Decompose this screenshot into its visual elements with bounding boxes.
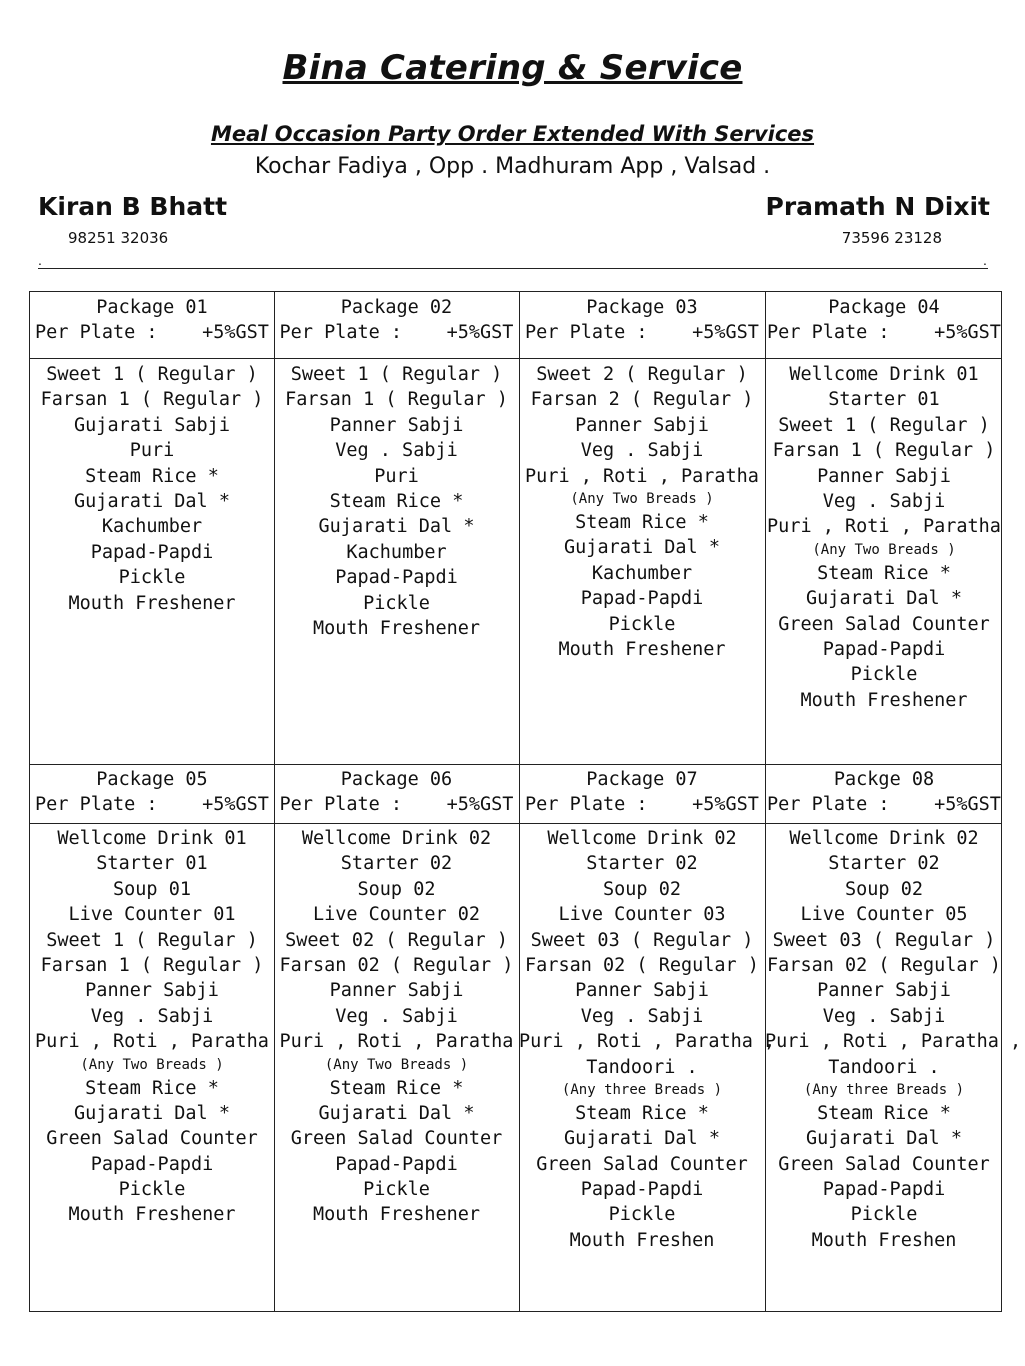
menu-item: Mouth Freshener xyxy=(68,1204,236,1226)
menu-item: Soup 01 xyxy=(113,878,191,900)
grid-row-divider xyxy=(30,764,1001,765)
package-name: Package 05 xyxy=(96,769,208,790)
menu-item: Steam Rice * xyxy=(85,1077,219,1099)
menu-item: Sweet 2 ( Regular ) xyxy=(536,364,748,385)
menu-item: Wellcome Drink 01 xyxy=(789,364,979,385)
menu-item-note: (Any Two Breads ) xyxy=(80,1056,224,1073)
menu-item: Papad-Papdi xyxy=(90,541,214,563)
menu-item: Soup 02 xyxy=(357,878,436,900)
menu-item: Green Salad Counter xyxy=(290,1128,503,1150)
menu-item: Papad-Papdi xyxy=(822,638,946,660)
menu-item: Veg . Sabji xyxy=(335,1005,458,1027)
package-menu-list xyxy=(765,362,1003,713)
menu-item: Farsan 1 ( Regular ) xyxy=(40,389,264,411)
package-header xyxy=(30,295,274,345)
package-name: Packge 08 xyxy=(833,769,935,790)
menu-item: Veg . Sabji xyxy=(580,1005,704,1027)
menu-item: Papad-Papdi xyxy=(90,1153,214,1175)
menu-item: Puri xyxy=(374,465,419,487)
menu-item: Live Counter 02 xyxy=(312,904,481,926)
menu-item: Kachumber xyxy=(591,562,693,584)
divider-rule xyxy=(38,268,988,269)
menu-item: Starter 02 xyxy=(340,853,453,875)
menu-item: Gujarati Dal * xyxy=(318,516,475,538)
package-price-line: Per Plate : +5%GST xyxy=(767,794,1001,815)
menu-item: Puri , Roti , Paratha , xyxy=(519,1031,776,1053)
menu-item: Farsan 2 ( Regular ) xyxy=(530,389,754,411)
menu-item: Papad-Papdi xyxy=(335,1153,458,1175)
menu-item: Mouth Freshener xyxy=(68,592,236,614)
page-subtitle: Meal Occasion Party Order Extended With Services xyxy=(210,122,815,146)
package-menu-list xyxy=(274,362,519,641)
package-name: Package 07 xyxy=(586,769,698,790)
menu-item: Mouth Freshen xyxy=(569,1229,715,1251)
menu-item: Tandoori . xyxy=(586,1056,698,1078)
contact-left-name: Kiran B Bhatt xyxy=(38,192,228,221)
menu-item: Sweet 1 ( Regular ) xyxy=(46,929,258,951)
contact-right-name: Pramath N Dixit xyxy=(765,192,990,221)
menu-item: Sweet 1 ( Regular ) xyxy=(46,364,258,385)
menu-item: Green Salad Counter xyxy=(778,1153,990,1175)
menu-item: Kachumber xyxy=(346,541,447,563)
package-grid xyxy=(29,291,1022,1312)
menu-item: Papad-Papdi xyxy=(580,1179,704,1201)
menu-item: Farsan 1 ( Regular ) xyxy=(285,389,508,411)
grid-row-divider xyxy=(30,823,1001,824)
menu-item: Wellcome Drink 02 xyxy=(301,828,492,849)
menu-item: Mouth Freshener xyxy=(558,638,726,660)
divider-dot-left: . xyxy=(38,252,42,268)
package-price-line: Per Plate : +5%GST xyxy=(279,322,514,343)
package-name: Package 03 xyxy=(586,297,698,318)
menu-item: Papad-Papdi xyxy=(580,588,704,610)
package-header xyxy=(30,767,274,817)
menu-item: Gujarati Dal * xyxy=(564,1128,720,1150)
package-name: Package 06 xyxy=(340,769,453,790)
menu-item-note: (Any Two Breads ) xyxy=(812,541,956,558)
menu-item: Panner Sabji xyxy=(575,414,709,436)
menu-item: Pickle xyxy=(608,1204,676,1226)
menu-item: Pickle xyxy=(850,664,918,686)
menu-item: Steam Rice * xyxy=(329,1077,464,1099)
menu-item: Veg . Sabji xyxy=(90,1005,214,1027)
menu-item: Gujarati Dal * xyxy=(806,1128,962,1150)
menu-item: Green Salad Counter xyxy=(46,1128,258,1150)
menu-item: Papad-Papdi xyxy=(822,1179,946,1201)
menu-item: Mouth Freshen xyxy=(811,1229,957,1251)
page-title: Bina Catering & Service xyxy=(282,48,743,88)
menu-item: Puri , Roti , Paratha xyxy=(525,465,759,487)
package-header xyxy=(765,767,1003,817)
menu-item: Live Counter 03 xyxy=(558,904,726,926)
menu-item: Live Counter 05 xyxy=(800,904,968,926)
menu-item: Steam Rice * xyxy=(575,1102,709,1124)
address: Kochar Fadiya , Opp . Madhuram App , Valsad . xyxy=(254,154,771,179)
package-menu-list xyxy=(765,826,1022,1253)
menu-item: Sweet 1 ( Regular ) xyxy=(778,414,990,436)
menu-item: Panner Sabji xyxy=(817,465,951,487)
menu-item: Panner Sabji xyxy=(329,414,464,436)
menu-item: Steam Rice * xyxy=(85,465,219,487)
menu-item: Starter 01 xyxy=(828,389,940,411)
package-header xyxy=(765,295,1003,345)
menu-item: Steam Rice * xyxy=(817,1102,951,1124)
menu-item: Kachumber xyxy=(101,516,203,538)
menu-item: Panner Sabji xyxy=(817,980,951,1002)
package-price-line: Per Plate : +5%GST xyxy=(279,794,514,815)
menu-item: Puri , Roti , Paratha , xyxy=(765,1031,1022,1053)
package-price-line: Per Plate : +5%GST xyxy=(35,322,269,343)
menu-item: Puri , Roti , Paratha xyxy=(767,516,1001,538)
menu-item: Veg . Sabji xyxy=(580,440,704,462)
package-price-line: Per Plate : +5%GST xyxy=(767,322,1001,343)
menu-item: Gujarati Dal * xyxy=(318,1102,475,1124)
menu-item: Sweet 1 ( Regular ) xyxy=(290,364,503,385)
package-header xyxy=(519,767,765,817)
contact-right-phone: 73596 23128 xyxy=(841,229,942,247)
package-name: Package 01 xyxy=(96,297,208,318)
menu-item: Panner Sabji xyxy=(575,980,709,1002)
menu-item: Gujarati Dal * xyxy=(74,490,230,512)
menu-item: Veg . Sabji xyxy=(335,440,458,462)
menu-item: Soup 02 xyxy=(603,878,681,900)
package-menu-list xyxy=(30,826,274,1228)
menu-item: Tandoori . xyxy=(828,1056,940,1078)
menu-item: Starter 02 xyxy=(586,853,698,875)
menu-item: Puri xyxy=(129,440,175,462)
menu-item: Farsan 1 ( Regular ) xyxy=(772,440,996,462)
package-header xyxy=(519,295,765,345)
menu-item-note: (Any Two Breads ) xyxy=(324,1056,469,1073)
menu-item: Wellcome Drink 01 xyxy=(57,828,247,849)
menu-item: Sweet 03 ( Regular ) xyxy=(772,929,996,951)
menu-item-note: (Any three Breads ) xyxy=(803,1081,965,1098)
package-price-line: Per Plate : +5%GST xyxy=(525,322,759,343)
menu-item: Gujarati Dal * xyxy=(74,1102,230,1124)
package-header xyxy=(274,767,519,817)
menu-item: Pickle xyxy=(850,1204,918,1226)
menu-item: Gujarati Sabji xyxy=(74,414,230,436)
package-menu-list xyxy=(519,362,765,662)
menu-item: Pickle xyxy=(118,567,186,589)
menu-item: Farsan 1 ( Regular ) xyxy=(40,954,264,976)
menu-item: Sweet 03 ( Regular ) xyxy=(530,929,754,951)
menu-item: Panner Sabji xyxy=(329,980,464,1002)
menu-item: Papad-Papdi xyxy=(335,567,458,589)
menu-item-note: (Any three Breads ) xyxy=(561,1081,723,1098)
menu-item: Veg . Sabji xyxy=(822,1005,946,1027)
menu-item: Puri , Roti , Paratha xyxy=(35,1031,269,1053)
menu-item: Gujarati Dal * xyxy=(564,537,720,559)
menu-item: Veg . Sabji xyxy=(822,490,946,512)
menu-item: Green Salad Counter xyxy=(536,1153,748,1175)
menu-item: Wellcome Drink 02 xyxy=(789,828,979,849)
menu-item: Farsan 02 ( Regular ) xyxy=(279,954,514,976)
menu-item: Soup 02 xyxy=(845,878,923,900)
menu-item: Steam Rice * xyxy=(575,511,709,533)
package-header xyxy=(274,295,519,345)
menu-item: Green Salad Counter xyxy=(778,613,990,635)
menu-item: Puri , Roti , Paratha xyxy=(279,1031,514,1053)
menu-item: Steam Rice * xyxy=(817,562,951,584)
menu-item: Farsan 02 ( Regular ) xyxy=(767,954,1001,976)
divider-dot-right: . xyxy=(983,252,987,268)
package-price-line: Per Plate : +5%GST xyxy=(35,794,269,815)
menu-item: Pickle xyxy=(118,1179,186,1201)
menu-item: Pickle xyxy=(363,592,430,614)
menu-item: Sweet 02 ( Regular ) xyxy=(285,929,508,951)
menu-item: Mouth Freshener xyxy=(800,689,968,711)
menu-item: Mouth Freshener xyxy=(312,1204,481,1226)
grid-row-divider xyxy=(30,358,1001,359)
menu-item: Farsan 02 ( Regular ) xyxy=(525,954,759,976)
menu-item: Pickle xyxy=(363,1179,430,1201)
package-name: Package 02 xyxy=(340,297,453,318)
package-menu-list xyxy=(30,362,274,616)
package-menu-list xyxy=(519,826,776,1253)
menu-item: Starter 02 xyxy=(828,853,940,875)
package-menu-list xyxy=(274,826,519,1228)
menu-item: Wellcome Drink 02 xyxy=(547,828,737,849)
menu-item: Mouth Freshener xyxy=(312,617,481,639)
contact-left-phone: 98251 32036 xyxy=(68,229,169,247)
menu-item: Pickle xyxy=(608,613,676,635)
menu-item: Panner Sabji xyxy=(85,980,219,1002)
menu-item: Steam Rice * xyxy=(329,490,464,512)
package-price-line: Per Plate : +5%GST xyxy=(525,794,759,815)
package-name: Package 04 xyxy=(828,297,940,318)
menu-item-note: (Any Two Breads ) xyxy=(570,490,714,507)
menu-item: Starter 01 xyxy=(96,853,208,875)
menu-item: Gujarati Dal * xyxy=(806,588,962,610)
menu-item: Live Counter 01 xyxy=(68,904,236,926)
